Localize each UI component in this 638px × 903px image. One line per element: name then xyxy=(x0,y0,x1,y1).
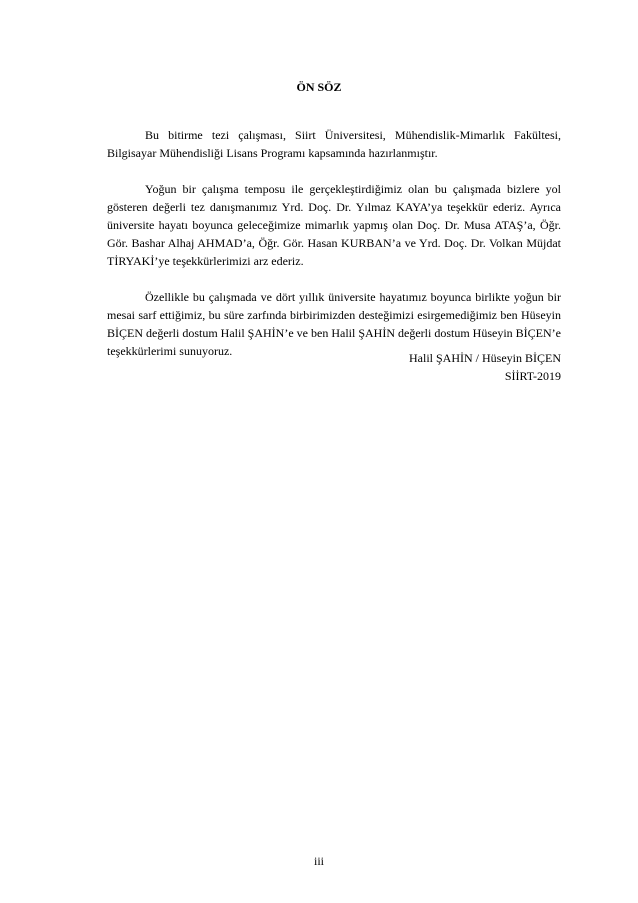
paragraph-acknowledgement-friends: Özellikle bu çalışmada ve dört yıllık üniversite hayatımız boyunca birlikte yoğun bir mesai sarf ettiğimiz, bu süre zarfında birbirimizden desteğimizi esirgemediğimiz ben Hüseyin BİÇEN değerli dostum Halil ŞAHİN’e ve ben Halil ŞAHİN değerli dostum Hüseyin BİÇEN’e teşekkürlerimi sunuyoruz. xyxy=(107,290,561,358)
signature-block xyxy=(300,349,561,385)
signature-names: Halil ŞAHİN / Hüseyin BİÇEN xyxy=(409,351,561,365)
paragraph-intro: Bu bitirme tezi çalışması, Siirt Üniversitesi, Mühendislik-Mimarlık Fakültesi, Bilgisayar Mühendisliği Lisans Programı kapsamında hazırlanmıştır. xyxy=(107,128,561,160)
page-title: ÖN SÖZ xyxy=(296,80,342,94)
page-number: iii xyxy=(313,854,324,868)
signature-place-year: SİİRT-2019 xyxy=(504,369,561,383)
paragraph-acknowledgement-advisors: Yoğun bir çalışma temposu ile gerçekleştirdiğimiz olan bu çalışmada bizlere yol gösteren değerli tez danışmanımız Yrd. Doç. Dr. Yılmaz KAYA’ya teşekkür ederiz. Ayrıca üniversite hayatı boyunca geleceğimize mimarlık yapmış olan Doç. Dr. Musa ATAŞ’a, Öğr. Gör. Bashar Alhaj AHMAD’a, Öğr. Gör. Hasan KURBAN’a ve Yrd. Doç. Dr. Volkan Müjdat TİRYAKİ’ye teşekkürlerimizi arz ederiz. xyxy=(107,182,561,268)
foreword-body xyxy=(107,126,561,378)
